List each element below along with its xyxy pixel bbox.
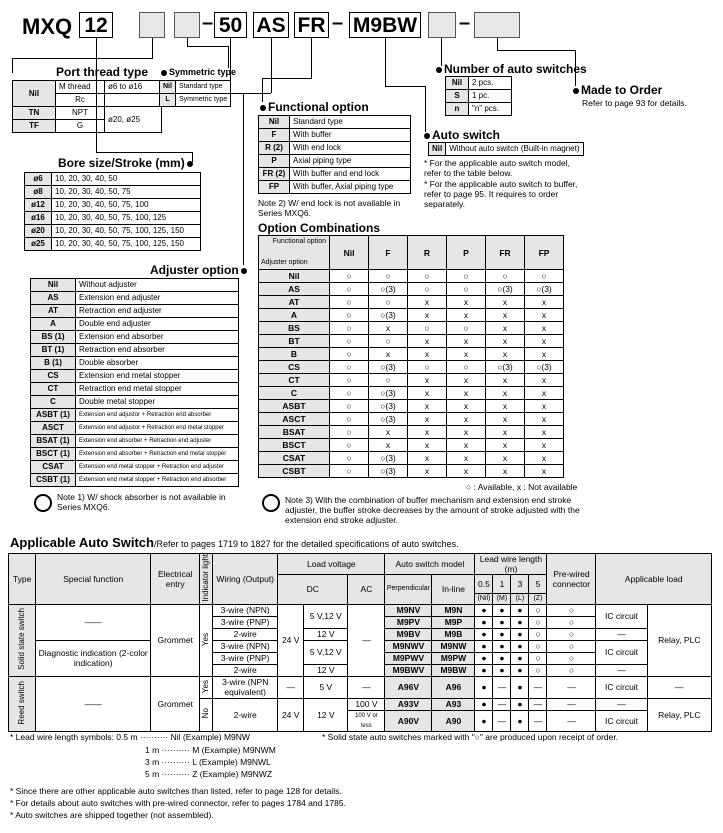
adj-row: ASCT Extension end adjustor + Retraction end metal stopper (31, 422, 239, 435)
port-box (139, 12, 165, 38)
oc-row: ASCT ○ ○(3) x x x x (259, 413, 564, 426)
foot-l4: 5 m ·········· Z (Example) M9NWZ (145, 769, 273, 779)
mto-box (474, 12, 520, 38)
adj-row: B (1) Double absorber (31, 357, 239, 370)
adj-row: AS Extension end adjuster (31, 292, 239, 305)
oc-row: BSAT ○ x x x x x (259, 426, 564, 439)
mto-note: Refer to page 93 for details. (582, 98, 687, 108)
adj-title: Adjuster option (150, 263, 249, 277)
oc-row: AT ○ ○ x x x x (259, 296, 564, 309)
adj-row: CS Extension end metal stopper (31, 370, 239, 383)
oc-row: CSBT ○ ○(3) x x x x (259, 465, 564, 478)
func-title: Functional option (258, 100, 369, 114)
dash: – (459, 12, 471, 34)
adj-row: CT Retraction end metal stopper (31, 383, 239, 396)
asw-table: Nil Without auto switch (Built-in magnet) (428, 142, 584, 156)
option-box: FR (294, 12, 329, 38)
adj-table (30, 278, 239, 487)
dash: – (332, 12, 344, 34)
adjuster-box: AS (253, 12, 289, 38)
adj-row: A Double end adjuster (31, 318, 239, 331)
asw-title: Auto switch (422, 128, 500, 142)
oc-row: AS ○ ○(3) ○ ○ ○(3) ○(3) (259, 283, 564, 296)
oc-row: Nil ○ ○ ○ ○ ○ ○ (259, 270, 564, 283)
foot-l1: * Lead wire length symbols: 0.5 m ·········· Nil (Example) M9NW (10, 732, 250, 742)
app-title: Applicable Auto Switch/Refer to pages 1719 to 1827 for the detailed specifications of auto switches. (10, 535, 459, 550)
adj-row: BT (1) Retraction end absorber (31, 344, 239, 357)
mto-title: Made to Order (571, 83, 662, 97)
adj-row: BS (1) Extension end absorber (31, 331, 239, 344)
num-title: Number of auto switches (434, 62, 587, 76)
stroke-box: 50 (214, 12, 247, 38)
magnifier-icon (34, 494, 52, 512)
oc-table: Functional option Adjuster option Nil F R P FR FP Nil ○ ○ ○ ○ ○ ○ AS ○ ○(3) ○ ○ ○(3) ○(3) AT ○ ○ x x x x A ○ ○(3) x x x x BS ○ x ○ ○ x x BT ○ ○ x x x x B ○ x x x x x CS ○ ○(3) ○ ○ ○(3) ○(3) CT ○ ○ x x x x C ○ ○(3) x x x x ASBT ○ ○(3) x x x x ASCT ○ ○(3) x x x x BSAT ○ x x x x x BSCT ○ x x x x x CSAT ○ ○(3) x x x x CSBT ○ ○(3) x x x x (258, 235, 564, 478)
dash: – (202, 12, 214, 34)
oc-row: ASBT ○ ○(3) x x x x (259, 400, 564, 413)
adj-row: AT Retraction end adjuster (31, 305, 239, 318)
asw-note1: * For the applicable auto switch model, refer to the table below. (424, 158, 570, 178)
func-table: Nil Standard type F With buffer R (2) With end lock P Axial piping type FR (2) With buffer and end lock FP With buffer, Axial piping type (258, 115, 411, 194)
sym-table: Nil Standard type L Symmetric type (159, 80, 231, 107)
oc-row: C ○ ○(3) x x x x (259, 387, 564, 400)
adj-row: ASBT (1) Extension end adjustor + Retraction end absorber (31, 409, 239, 422)
oc-row: BSCT ○ x x x x x (259, 439, 564, 452)
magnifier-icon (262, 494, 280, 512)
switch-box: M9BW (349, 12, 421, 38)
adj-row: C Double metal stopper (31, 396, 239, 409)
model-prefix: MXQ (22, 14, 73, 39)
oc-note3: Note 3) With the combination of buffer mechanism and extension end stroke adjuster, the buffer stroke decreases by the amount of stroke adjusted with the extension end stroke adjuster. (285, 495, 580, 525)
foot-b2: * For details about auto switches with pre-wired connector, refer to pages 1784 and 1785. (10, 798, 346, 808)
sym-title: Symmetric type (159, 67, 236, 77)
oc-row: BS ○ x ○ ○ x x (259, 322, 564, 335)
app-table: Type Special function Electrical entry Indicator light Wiring (Output) Load voltage Auto switch model Lead wire length (m) Pre-wired connector Applicable load DC AC Perpendicular In-line 0.5 1 3 5 (Nil) (M) (L) (Z) Solid state switch —— Grommet Yes 3-wire (NPN) 24 V 5 V,12 V — M9NV M9N ● ● ● ○ ○ IC circuit Relay, PLC 3-wire (PNP) M9PV M9P ● ● ● ○ ○ 2-wire 12 V M9BV M9B ● ● ● ○ ○ — Diagnostic indication (2-color indication) 3-wire (NPN) 5 V,12 V M9NWV M9NW ● ● ● ○ ○ IC circuit 3-wire (PNP) M9PWV M9PW ● ● ● ○ ○ 2-wire 12 V M9BWV M9BW ● ● ● ○ ○ — Reed switch —— Grommet Yes 3-wire (NPN equivalent) — 5 V — A96V A96 ● — ● — — IC circuit — No 2-wire 24 V 12 V 100 V A93V A93 ● — ● — — — Relay, PLC 100 V or less A90V A90 ● — ● — — IC circuit (8, 553, 712, 732)
sym-box (174, 12, 200, 38)
port-title: Port thread type (56, 65, 149, 79)
adj-row: BSAT (1) Extension end absorber + Retraction end adjuster (31, 435, 239, 448)
adj-row: CSBT (1) Extension end metal stopper + Retraction end absorber (31, 474, 239, 487)
asw-note2: * For the applicable auto switch to buffer, refer to page 95. It requires to order separately. (424, 179, 578, 209)
adj-row: CSAT Extension end metal stopper + Retraction end adjuster (31, 461, 239, 474)
oc-row: CT ○ ○ x x x x (259, 374, 564, 387)
foot-l2: 1 m ·········· M (Example) M9NWM (145, 745, 276, 755)
oc-row: A ○ ○(3) x x x x (259, 309, 564, 322)
bore-title: Bore size/Stroke (mm) (58, 156, 195, 170)
adj-note: Note 1) W/ shock absorber is not available in Series MXQ6. (57, 492, 226, 512)
num-box (428, 12, 456, 38)
adj-row: Nil Without adjuster (31, 279, 239, 292)
adj-row: BSCT (1) Extension end absorber + Retraction end metal stopper (31, 448, 239, 461)
num-table: Nil 2 pcs. S 1 pc. n "n" pcs. (445, 76, 512, 116)
port-table: Nil M thread ø6 to ø16 Rc TN NPT ø20, ø25 TF G (12, 80, 162, 133)
bore-box: 12 (79, 12, 113, 38)
foot-b3: * Auto switches are shipped together (not assembled). (10, 810, 214, 820)
foot-r1: * Solid state auto switches marked with "○" are produced upon receipt of order. (322, 732, 619, 742)
oc-legend: ○ : Available, x : Not available (466, 482, 578, 492)
oc-row: B ○ x x x x x (259, 348, 564, 361)
oc-row: CSAT ○ ○(3) x x x x (259, 452, 564, 465)
oc-row: CS ○ ○(3) ○ ○ ○(3) ○(3) (259, 361, 564, 374)
bore-table: ø6 10, 20, 30, 40, 50 ø8 10, 20, 30, 40, 50, 75 ø12 10, 20, 30, 40, 50, 75, 100 ø16 10, 20, 30, 40, 50, 75, 100, 125 ø20 10, 20, 30, 40, 50, 75, 100, 125, 150 ø25 10, 20, 30, 40, 50, 75, 100, 125, 150 (24, 172, 201, 251)
oc-title: Option Combinations (258, 221, 380, 235)
foot-l3: 3 m ·········· L (Example) M9NWL (145, 757, 271, 767)
foot-b1: * Since there are other applicable auto switches than listed, refer to page 128 for details. (10, 786, 342, 796)
func-note: Note 2) W/ end lock is not available in Series MXQ6. (258, 198, 401, 218)
oc-row: BT ○ ○ x x x x (259, 335, 564, 348)
